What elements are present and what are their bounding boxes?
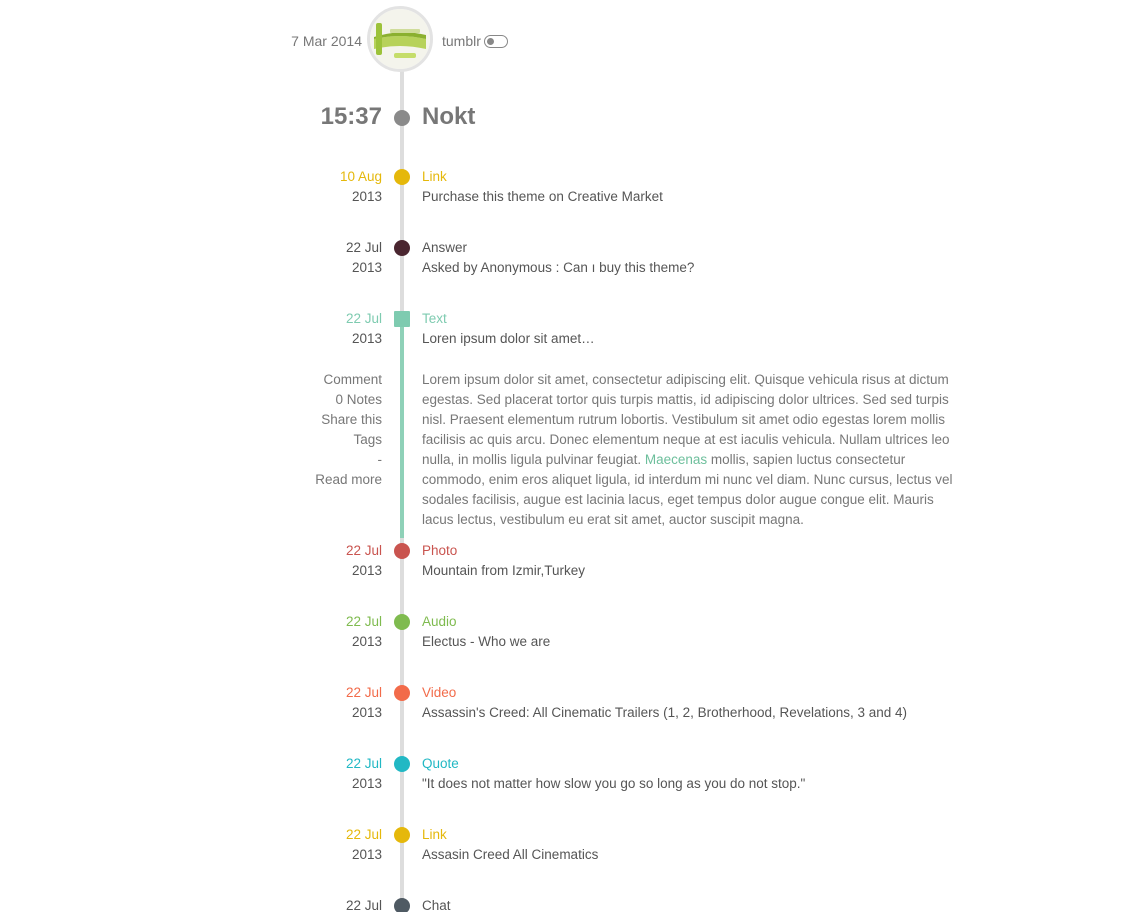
post-day: 22 Jul bbox=[345, 240, 382, 255]
post-title[interactable]: "It does not matter how slow you go so long as you do not stop." bbox=[422, 776, 806, 791]
post-day: 22 Jul bbox=[345, 614, 382, 629]
tumblr-link[interactable]: tumblr bbox=[442, 33, 481, 49]
post-type-label: Photo bbox=[422, 543, 458, 558]
comment-link[interactable]: Comment bbox=[323, 372, 382, 387]
post-type-label: Link bbox=[422, 169, 447, 184]
post-year: 2013 bbox=[351, 563, 382, 578]
tags-value: - bbox=[377, 452, 382, 467]
text-post-meta bbox=[282, 370, 382, 490]
post-date[interactable] bbox=[282, 825, 382, 865]
toggle-knob bbox=[487, 38, 494, 45]
post-body bbox=[422, 541, 962, 581]
post-type-label: Chat bbox=[422, 898, 451, 912]
post-body bbox=[422, 825, 962, 865]
tags-label: Tags bbox=[353, 432, 382, 447]
notes-link[interactable]: 0 Notes bbox=[335, 392, 382, 407]
post-year: 2013 bbox=[351, 847, 382, 862]
post-body bbox=[422, 683, 962, 723]
post-body bbox=[422, 167, 962, 207]
post-title[interactable]: Assasin Creed All Cinematics bbox=[422, 847, 599, 862]
share-link[interactable]: Share this bbox=[321, 412, 382, 427]
post-day: 10 Aug bbox=[339, 169, 382, 184]
post-date[interactable] bbox=[282, 541, 382, 581]
post-year: 2013 bbox=[351, 705, 382, 720]
post-type-label: Link bbox=[422, 827, 447, 842]
maecenas-link[interactable]: Maecenas bbox=[644, 452, 708, 467]
post-body bbox=[422, 754, 962, 794]
post-day: 22 Jul bbox=[345, 827, 382, 842]
post-type-label: Video bbox=[422, 685, 457, 700]
answer-marker-icon bbox=[394, 240, 410, 256]
theme-toggle[interactable] bbox=[484, 35, 508, 48]
post-type-label: Text bbox=[422, 311, 447, 326]
post-date[interactable] bbox=[282, 612, 382, 652]
text-body-part-1: Lorem ipsum dolor sit amet, consectetur adipiscing elit. Quisque vehicula risus at dictum egestas. Sed placerat tortor quis turpis mattis, id adipiscing dolor ultrices. Sed sed turpis nisl. Praesent elementum rutrum lobortis. Vestibulum sit amet odio egestas lorem mollis facilisis ac quis arcu. Donec elementum neque at est iaculis vehicula. Nullam ultrices leo nulla, in mollis ligula pulvinar feugiat. bbox=[422, 372, 950, 467]
post-date[interactable] bbox=[282, 754, 382, 794]
post-body bbox=[422, 896, 962, 912]
chat-marker-icon bbox=[394, 898, 410, 912]
post-day: 22 Jul bbox=[345, 756, 382, 771]
now-marker bbox=[394, 110, 410, 126]
post-date[interactable] bbox=[282, 309, 382, 349]
post-type-label: Answer bbox=[422, 240, 468, 255]
post-year: 2013 bbox=[351, 189, 382, 204]
post-title[interactable]: Loren ipsum dolor sit amet… bbox=[422, 331, 595, 346]
header-date: 7 Mar 2014 bbox=[291, 33, 362, 49]
post-body bbox=[422, 309, 962, 349]
post-title[interactable]: Electus - Who we are bbox=[422, 634, 551, 649]
audio-marker-icon bbox=[394, 614, 410, 630]
post-title[interactable]: Mountain from Izmir,Turkey bbox=[422, 563, 586, 578]
blog-avatar[interactable] bbox=[367, 6, 433, 72]
post-title[interactable]: Asked by Anonymous : Can ı buy this theme? bbox=[422, 260, 695, 275]
post-year: 2013 bbox=[351, 331, 382, 346]
text-body-part-2: mollis, sapien luctus consectetur commodo, enim eros aliquet ligula, id interdum mi nunc vel diam. Nunc cursus, lectus vel sodales facilisis, augue est lacinia lacus, eget tempus dolor augue congue elit. Mauris lacus lectus, vestibulum eu erat sit amet, auctor suscipit magna. bbox=[422, 452, 953, 527]
timeline-line-active-segment bbox=[400, 326, 404, 538]
blog-title[interactable]: Nokt bbox=[422, 103, 476, 130]
photo-marker-icon bbox=[394, 543, 410, 559]
post-title[interactable]: Purchase this theme on Creative Market bbox=[422, 189, 663, 204]
link-marker-icon bbox=[394, 169, 410, 185]
post-type-label: Quote bbox=[422, 756, 459, 771]
post-title[interactable]: Assassin's Creed: All Cinematic Trailers (1, 2, Brotherhood, Revelations, 3 and 4) bbox=[422, 705, 908, 720]
text-post-content bbox=[422, 370, 962, 530]
post-year: 2013 bbox=[351, 260, 382, 275]
post-date[interactable] bbox=[282, 238, 382, 278]
text-marker-icon bbox=[394, 311, 410, 327]
avatar-logo-icon bbox=[370, 9, 430, 69]
post-day: 22 Jul bbox=[345, 685, 382, 700]
quote-marker-icon bbox=[394, 756, 410, 772]
post-day: 22 Jul bbox=[345, 311, 382, 326]
post-year: 2013 bbox=[351, 776, 382, 791]
link-marker-icon bbox=[394, 827, 410, 843]
post-year: 2013 bbox=[351, 634, 382, 649]
current-time: 15:37 bbox=[320, 103, 382, 130]
post-body bbox=[422, 238, 962, 278]
post-day: 22 Jul bbox=[345, 543, 382, 558]
read-more-link[interactable]: Read more bbox=[315, 472, 382, 487]
post-type-label: Audio bbox=[422, 614, 457, 629]
post-date[interactable] bbox=[282, 683, 382, 723]
post-date[interactable] bbox=[282, 167, 382, 207]
post-body bbox=[422, 612, 962, 652]
post-date[interactable] bbox=[282, 896, 382, 912]
video-marker-icon bbox=[394, 685, 410, 701]
post-day: 22 Jul bbox=[345, 898, 382, 912]
